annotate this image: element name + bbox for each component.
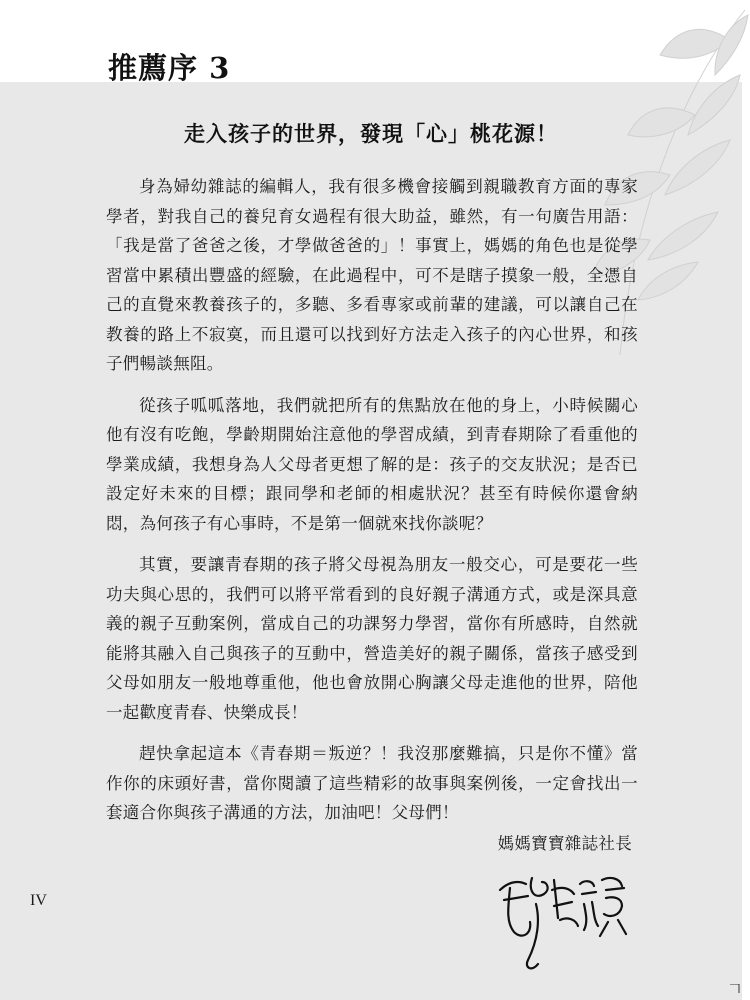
page-number: IV xyxy=(30,892,47,909)
crop-mark xyxy=(730,984,740,994)
article-headline: 走入孩子的世界，發現「心」桃花源！ xyxy=(184,122,558,146)
section-title: 推薦序 3 xyxy=(108,51,231,85)
signature-title: 媽媽寶寶雜誌社長 xyxy=(497,834,632,853)
paragraph-2: 從孩子呱呱落地，我們就把所有的焦點放在他的身上，小時候關心他有沒有吃飽，學齡期開始注意他的學習成績，到青春期除了看重他的學業成績，我想身為人父母者更想了解的是：孩子的交友狀況；是否已設定好未來的目標；跟同學和老師的相處狀況？甚至有時候你還會納悶，為何孩子有心事時，不是第一個就來找你談呢？ xyxy=(106,395,638,533)
paragraph-1: 身為婦幼雜誌的編輯人，我有很多機會接觸到親職教育方面的專家學者，對我自己的養兒育女過程有很大助益，雖然，有一句廣告用語：「我是當了爸爸之後，才學做爸爸的」！事實上，媽媽的角色也是從學習當中累積出豐盛的經驗，在此過程中，可不是瞎子摸象一般，全憑自己的直覺來教養孩子的，多聽、多看專家或前輩的建議，可以讓自己在教養的路上不寂寞，而且還可以找到好方法走入孩子的內心世界，和孩子們暢談無阻。 xyxy=(106,177,638,373)
paragraph-4: 趕快拿起這本《青春期＝叛逆？！我沒那麼難搞，只是你不懂》當作你的床頭好書，當你閱讀了這些精彩的故事與案例後，一定會找出一套適合你與孩子溝通的方法，加油吧！父母們！ xyxy=(106,744,638,822)
handwritten-signature xyxy=(488,860,638,980)
article-body xyxy=(106,172,638,840)
paragraph-3: 其實，要讓青春期的孩子將父母視為朋友一般交心，可是要花一些功夫與心思的，我們可以將平常看到的良好親子溝通方式，或是深具意義的親子互動案例，當成自己的功課努力學習，當你有所感時，自然就能將其融入自己與孩子的互動中，營造美好的親子關係，當孩子感受到父母如朋友一般地尊重他，他也會放開心胸讓父母走進他的世界，陪他一起歡度青春、快樂成長！ xyxy=(106,555,638,722)
